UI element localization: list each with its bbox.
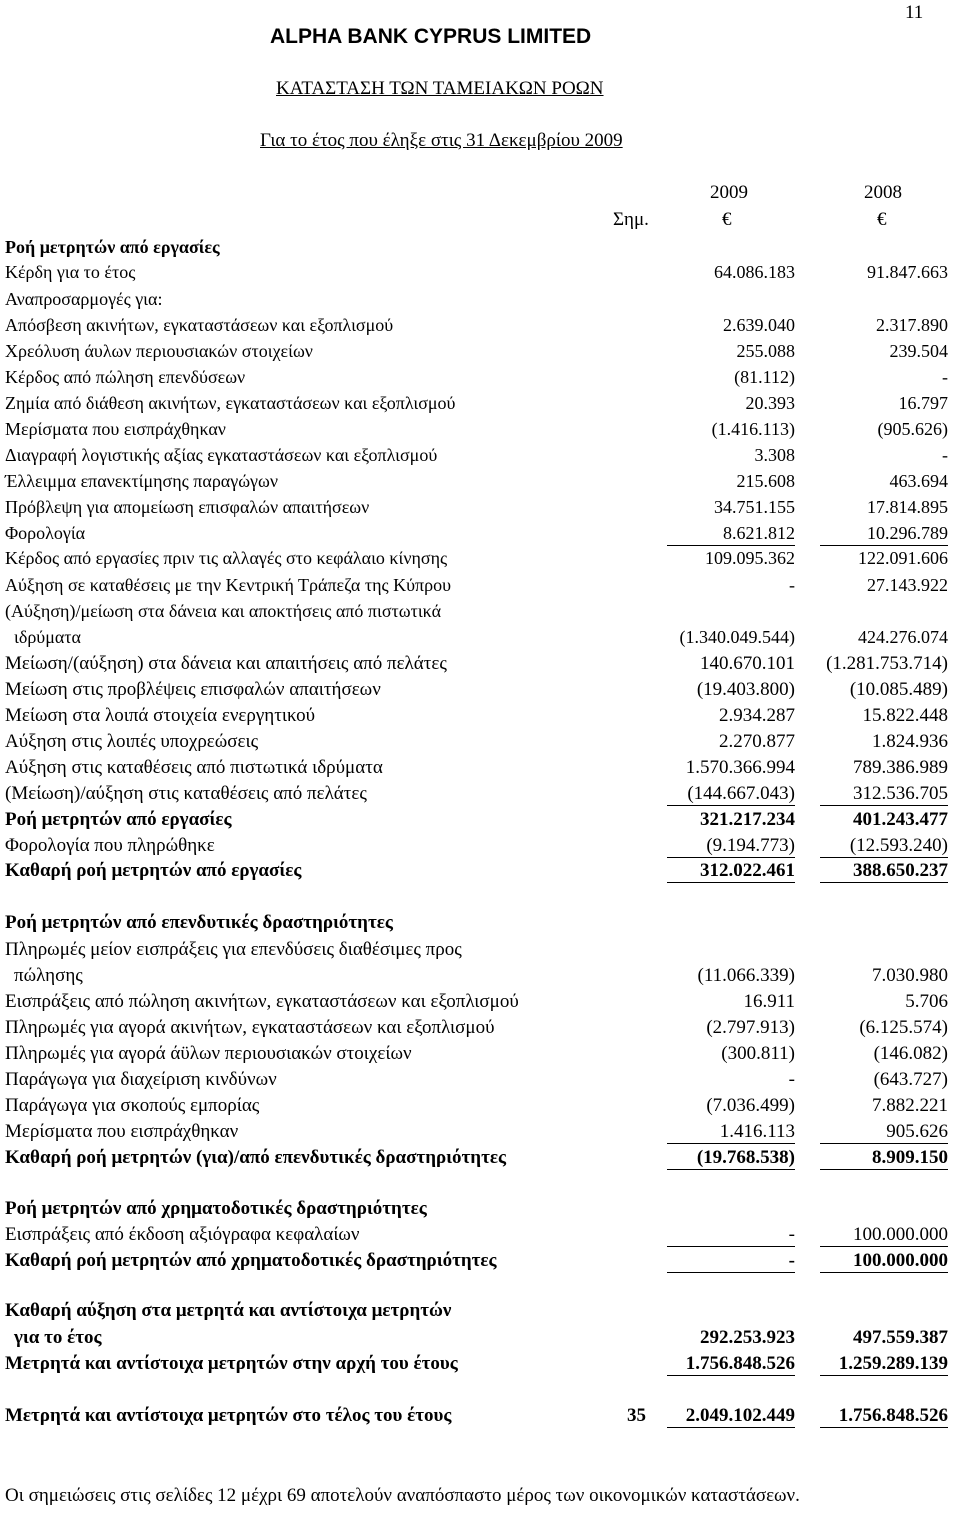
value-2008: 388.650.237	[853, 860, 948, 881]
table-row	[0, 548, 960, 574]
row-label: Παράγωγα για σκοπούς εμπορίας	[5, 1095, 260, 1116]
value-2009: (19.403.800)	[696, 679, 795, 700]
value-2009: 8.621.812	[723, 523, 795, 543]
value-2009: (19.768.538)	[696, 1147, 795, 1168]
total-underline	[820, 545, 948, 546]
total-underline	[820, 1272, 948, 1273]
row-label: Κέρδη για το έτος	[5, 262, 136, 282]
row-label: Κέρδος από εργασίες πριν τις αλλαγές στο κεφάλαιο κίνησης	[5, 548, 448, 568]
row-label: Μείωση στα λοιπά στοιχεία ενεργητικού	[5, 705, 316, 726]
statement-title: ΚΑΤΑΣΤΑΣΗ ΤΩΝ ΤΑΜΕΙΑΚΩΝ ΡΟΩΝ	[276, 78, 604, 99]
row-note: 35	[627, 1405, 646, 1426]
table-row	[0, 1147, 960, 1173]
value-2009: 1.570.366.994	[685, 757, 795, 778]
value-2008: (905.626)	[877, 419, 948, 439]
value-2008: 1.259.289.139	[838, 1353, 948, 1374]
value-2009: 2.270.877	[719, 731, 795, 752]
total-underline	[667, 1375, 795, 1376]
value-2009: 2.049.102.449	[685, 1405, 795, 1426]
value-2008: 5.706	[905, 991, 948, 1012]
row-label: Καθαρή ροή μετρητών από χρηματοδοτικές δραστηριότητες	[5, 1250, 497, 1271]
table-row	[0, 393, 960, 419]
table-row	[0, 731, 960, 757]
value-2008: 789.386.989	[853, 757, 948, 778]
value-2008: 27.143.922	[867, 575, 948, 595]
row-label: Εισπράξεις από πώληση ακινήτων, εγκαταστάσεων και εξοπλισμού	[5, 991, 519, 1012]
value-2009: 34.751.155	[714, 497, 795, 517]
table-row	[0, 341, 960, 367]
row-label: Ζημία από διάθεση ακινήτων, εγκαταστάσεων και εξοπλισμού	[5, 393, 456, 413]
table-row	[0, 1353, 960, 1379]
row-label: Χρεόλυση άυλων περιουσιακών στοιχείων	[5, 341, 313, 361]
value-2008: 122.091.606	[858, 548, 948, 568]
total-underline	[667, 857, 795, 858]
table-row	[0, 1095, 960, 1121]
value-2008: 8.909.150	[872, 1147, 948, 1168]
table-row	[0, 627, 960, 653]
value-2009: (7.036.499)	[706, 1095, 795, 1116]
footer-note: Οι σημειώσεις στις σελίδες 12 μέχρι 69 αποτελούν αναπόσπαστο μέρος των οικονομικών καταστάσεων.	[5, 1485, 800, 1506]
table-row	[0, 262, 960, 288]
row-label: Μετρητά και αντίστοιχα μετρητών στο τέλος του έτους	[5, 1405, 452, 1426]
column-header-note: Σημ.	[613, 209, 649, 230]
row-label: Κέρδος από πώληση επενδύσεων	[5, 367, 246, 387]
value-2009: 215.608	[736, 471, 795, 491]
column-header-2008: 2008	[864, 182, 902, 203]
value-2008: -	[942, 445, 948, 465]
table-row	[0, 1017, 960, 1043]
row-label: Καθαρή ροή μετρητών (για)/από επενδυτικές δραστηριότητες	[5, 1147, 506, 1168]
value-2009: (11.066.339)	[697, 965, 795, 986]
value-2008: 15.822.448	[862, 705, 948, 726]
table-row	[0, 653, 960, 679]
value-2008: 424.276.074	[858, 627, 948, 647]
value-2009: (1.340.049.544)	[679, 627, 795, 647]
value-2009: -	[788, 1250, 795, 1271]
table-row	[0, 1121, 960, 1147]
value-2009: -	[788, 1224, 795, 1245]
row-label: Ροή μετρητών από εργασίες	[5, 237, 220, 257]
table-row	[0, 1043, 960, 1069]
value-2008: (6.125.574)	[859, 1017, 948, 1038]
table-row	[0, 471, 960, 497]
total-underline	[667, 882, 795, 883]
total-underline	[820, 1143, 948, 1144]
value-2009: (2.797.913)	[706, 1017, 795, 1038]
table-row	[0, 1069, 960, 1095]
row-label: Αύξηση στις καταθέσεις από πιστωτικά ιδρύματα	[5, 757, 383, 778]
row-label: Φορολογία	[5, 523, 86, 543]
table-row	[0, 445, 960, 471]
total-underline	[667, 1143, 795, 1144]
table-row	[0, 705, 960, 731]
value-2009: 2.934.287	[719, 705, 795, 726]
row-label: Πρόβλεψη για απομείωση επισφαλών απαιτήσεων	[5, 497, 370, 517]
table-row	[0, 912, 960, 938]
table-row	[0, 315, 960, 341]
value-2008: 16.797	[898, 393, 948, 413]
row-label: Πληρωμές για αγορά ακινήτων, εγκαταστάσεων και εξοπλισμού	[5, 1017, 495, 1038]
value-2009: 16.911	[743, 991, 795, 1012]
value-2008: 17.814.895	[867, 497, 948, 517]
table-row	[0, 237, 960, 263]
table-row	[0, 367, 960, 393]
value-2008: (1.281.753.714)	[826, 653, 948, 674]
table-row	[0, 575, 960, 601]
value-2009: (300.811)	[721, 1043, 795, 1064]
total-underline	[667, 1427, 795, 1428]
total-underline	[820, 805, 948, 806]
row-label: Μετρητά και αντίστοιχα μετρητών στην αρχή του έτους	[5, 1353, 458, 1374]
row-label: Εισπράξεις από έκδοση αξιόγραφα κεφαλαίων	[5, 1224, 360, 1245]
row-label: Πληρωμές μείον εισπράξεις για επενδύσεις διαθέσιμες προς	[5, 939, 462, 960]
total-underline	[667, 1169, 795, 1170]
table-row	[0, 601, 960, 627]
page-number: 11	[905, 2, 924, 23]
table-row	[0, 1327, 960, 1353]
column-header-2009: 2009	[710, 182, 748, 203]
total-underline	[820, 882, 948, 883]
total-underline	[820, 1375, 948, 1376]
row-label: (Αύξηση)/μείωση στα δάνεια και αποκτήσεις από πιστωτικά	[5, 601, 442, 621]
value-2008: (146.082)	[873, 1043, 948, 1064]
value-2009: 20.393	[745, 393, 795, 413]
table-row	[0, 289, 960, 315]
row-label: Ροή μετρητών από εργασίες	[5, 809, 232, 830]
table-row	[0, 1224, 960, 1250]
value-2009: 109.095.362	[705, 548, 795, 568]
currency-2008: €	[877, 209, 887, 230]
value-2009: (144.667.043)	[687, 783, 795, 804]
value-2009: (1.416.113)	[711, 419, 795, 439]
total-underline	[667, 1272, 795, 1273]
value-2009: 292.253.923	[700, 1327, 795, 1348]
table-row	[0, 860, 960, 886]
table-row	[0, 965, 960, 991]
value-2009: -	[789, 575, 795, 595]
value-2009: 140.670.101	[700, 653, 795, 674]
value-2008: -	[942, 367, 948, 387]
row-label: Αναπροσαρμογές για:	[5, 289, 163, 309]
company-name: ALPHA BANK CYPRUS LIMITED	[270, 25, 592, 48]
row-label: πώλησης	[14, 965, 83, 986]
row-label: (Μείωση)/αύξηση στις καταθέσεις από πελάτες	[5, 783, 367, 804]
table-row	[0, 1405, 960, 1431]
value-2008: 10.296.789	[867, 523, 948, 543]
row-label: Καθαρή ροή μετρητών από εργασίες	[5, 860, 302, 881]
value-2008: 312.536.705	[853, 783, 948, 804]
row-label: Καθαρή αύξηση στα μετρητά και αντίστοιχα μετρητών	[5, 1300, 452, 1321]
value-2008: 91.847.663	[867, 262, 948, 282]
table-row	[0, 523, 960, 549]
value-2008: 1.756.848.526	[838, 1405, 948, 1426]
value-2009: 312.022.461	[700, 860, 795, 881]
total-underline	[667, 545, 795, 546]
statement-period: Για το έτος που έληξε στις 31 Δεκεμβρίου 2009	[260, 130, 623, 151]
value-2008: 401.243.477	[853, 809, 948, 830]
value-2009: -	[788, 1069, 795, 1090]
table-row	[0, 783, 960, 809]
row-label: Μείωση στις προβλέψεις επισφαλών απαιτήσεων	[5, 679, 381, 700]
value-2009: 1.756.848.526	[685, 1353, 795, 1374]
value-2009: 255.088	[736, 341, 795, 361]
value-2009: (9.194.773)	[706, 835, 795, 856]
table-row	[0, 991, 960, 1017]
row-label: Διαγραφή λογιστικής αξίας εγκαταστάσεων και εξοπλισμού	[5, 445, 438, 465]
table-row	[0, 835, 960, 861]
table-row	[0, 809, 960, 835]
total-underline	[820, 1169, 948, 1170]
row-label: Μερίσματα που εισπράχθηκαν	[5, 419, 226, 439]
row-label: Μείωση/(αύξηση) στα δάνεια και απαιτήσεις από πελάτες	[5, 653, 447, 674]
total-underline	[667, 1246, 795, 1247]
table-row	[0, 679, 960, 705]
row-label: Έλλειμμα επανεκτίμησης παραγώγων	[5, 471, 278, 491]
table-row	[0, 1250, 960, 1276]
table-row	[0, 1300, 960, 1326]
row-label: Αύξηση στις λοιπές υποχρεώσεις	[5, 731, 259, 752]
value-2009: 64.086.183	[714, 262, 795, 282]
value-2008: (12.593.240)	[849, 835, 948, 856]
value-2008: 100.000.000	[853, 1224, 948, 1245]
value-2008: 7.030.980	[872, 965, 948, 986]
value-2008: 1.824.936	[872, 731, 948, 752]
currency-2009: €	[722, 209, 732, 230]
value-2009: (81.112)	[734, 367, 795, 387]
value-2009: 1.416.113	[719, 1121, 795, 1142]
row-label: Αύξηση σε καταθέσεις με την Κεντρική Τράπεζα της Κύπρου	[5, 575, 452, 595]
row-label: Φορολογία που πληρώθηκε	[5, 835, 215, 856]
table-row	[0, 757, 960, 783]
total-underline	[820, 1246, 948, 1247]
row-label: για το έτος	[14, 1327, 102, 1348]
value-2008: (10.085.489)	[849, 679, 948, 700]
value-2008: 497.559.387	[853, 1327, 948, 1348]
table-row	[0, 1198, 960, 1224]
value-2009: 3.308	[754, 445, 795, 465]
row-label: Ροή μετρητών από χρηματοδοτικές δραστηριότητες	[5, 1198, 427, 1219]
total-underline	[667, 805, 795, 806]
value-2009: 321.217.234	[700, 809, 795, 830]
value-2008: 100.000.000	[853, 1250, 948, 1271]
table-row	[0, 939, 960, 965]
row-label: Παράγωγα για διαχείριση κινδύνων	[5, 1069, 277, 1090]
value-2008: 2.317.890	[876, 315, 948, 335]
value-2009: 2.639.040	[723, 315, 795, 335]
row-label: Μερίσματα που εισπράχθηκαν	[5, 1121, 239, 1142]
value-2008: 905.626	[886, 1121, 948, 1142]
row-label: Ροή μετρητών από επενδυτικές δραστηριότητες	[5, 912, 393, 933]
total-underline	[820, 1427, 948, 1428]
row-label: Απόσβεση ακινήτων, εγκαταστάσεων και εξοπλισμού	[5, 315, 394, 335]
total-underline	[820, 857, 948, 858]
value-2008: 239.504	[889, 341, 948, 361]
row-label: Πληρωμές για αγορά άϋλων περιουσιακών στοιχείων	[5, 1043, 412, 1064]
value-2008: 463.694	[889, 471, 948, 491]
table-row	[0, 419, 960, 445]
table-row	[0, 497, 960, 523]
value-2008: (643.727)	[873, 1069, 948, 1090]
value-2008: 7.882.221	[872, 1095, 948, 1116]
row-label: ιδρύματα	[14, 627, 81, 647]
